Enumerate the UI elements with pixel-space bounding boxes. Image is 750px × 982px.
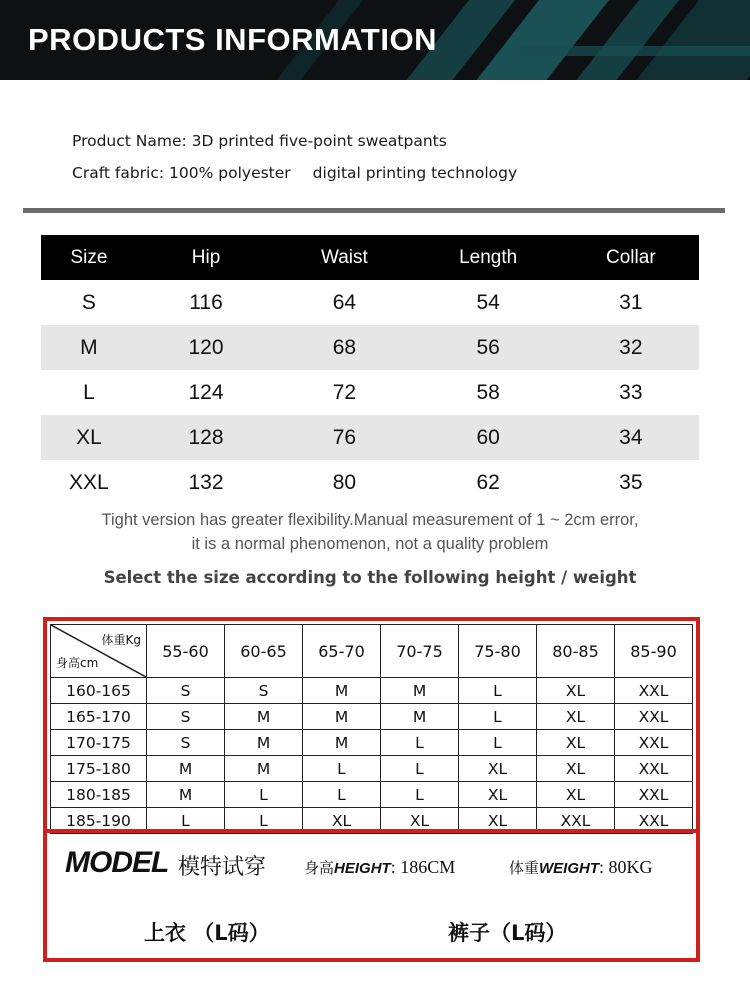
model-title: MODEL (65, 846, 169, 879)
section-divider (23, 208, 725, 213)
corner-cell (51, 625, 147, 678)
height-cell: 185-190 (51, 808, 147, 834)
size-chart-table (41, 235, 699, 505)
banner-title: PRODUCTS INFORMATION (28, 22, 437, 57)
table-cell: L (459, 730, 537, 756)
table-row (51, 678, 693, 704)
size-chart-header: Hip (137, 235, 275, 280)
size-chart-header-row (41, 235, 699, 280)
product-fabric: Craft fabric: 100% polyester (72, 164, 291, 182)
height-label-cn: 身高 (304, 859, 335, 877)
table-cell: M (381, 704, 459, 730)
table-cell: S (147, 704, 225, 730)
height-cell: 160-165 (51, 678, 147, 704)
table-row (41, 280, 699, 325)
table-cell: XL (537, 756, 615, 782)
product-fabric-line (72, 164, 517, 182)
table-cell: 68 (275, 325, 413, 370)
size-chart-header: Collar (563, 235, 699, 280)
height-cell: 175-180 (51, 756, 147, 782)
table-cell: L (83, 380, 95, 404)
size-guide-box (43, 617, 700, 962)
size-chart-header: Waist (275, 235, 413, 280)
table-cell: 76 (275, 415, 413, 460)
table-cell: L (303, 756, 381, 782)
table-cell: XXL (615, 782, 693, 808)
size-guide-title: Select the size according to the following height / weight (103, 568, 637, 587)
table-cell: 58 (476, 380, 500, 404)
table-row (41, 415, 699, 460)
table-cell: L (225, 808, 303, 834)
table-cell: L (381, 782, 459, 808)
table-cell: 120 (137, 325, 275, 370)
table-cell: XXL (615, 730, 693, 756)
table-cell: 54 (476, 290, 500, 314)
table-cell: 64 (332, 290, 357, 314)
weight-header: 55-60 (147, 625, 225, 678)
header-banner (0, 0, 750, 80)
model-height (304, 857, 455, 878)
banner-stripe (520, 46, 750, 56)
table-cell: XL (537, 730, 615, 756)
weight-value: : 80KG (599, 857, 653, 877)
table-cell: M (225, 756, 303, 782)
table-cell: M (303, 730, 381, 756)
table-cell: XL (41, 415, 137, 460)
table-cell: M (303, 704, 381, 730)
table-cell: L (303, 782, 381, 808)
measurement-note: Tight version has greater flexibility.Manual measurement of 1 ~ 2cm error, (101, 511, 639, 529)
height-weight-header-row (51, 625, 693, 678)
table-cell: 124 (188, 380, 224, 404)
table-cell: 116 (189, 290, 223, 314)
table-cell: S (147, 730, 225, 756)
table-row (51, 704, 693, 730)
product-technology: digital printing technology (312, 164, 518, 182)
table-cell: 34 (563, 415, 699, 460)
model-info (47, 833, 696, 958)
table-row (41, 370, 699, 415)
table-cell: M (147, 782, 225, 808)
table-cell: M (41, 325, 137, 370)
table-cell: XL (537, 704, 615, 730)
model-top-size: 上衣 （L码） (144, 921, 270, 945)
table-cell: L (381, 756, 459, 782)
table-cell: 128 (137, 415, 275, 460)
table-cell: 132 (188, 470, 224, 494)
table-cell: 32 (563, 325, 699, 370)
weight-header: 80-85 (537, 625, 615, 678)
table-cell: 33 (619, 380, 643, 404)
table-cell: L (459, 704, 537, 730)
measurement-note: it is a normal phenomenon, not a quality problem (191, 535, 549, 553)
size-chart-header: Size (41, 235, 137, 280)
table-cell: XL (459, 808, 537, 834)
table-cell: L (147, 808, 225, 834)
table-cell: XL (459, 756, 537, 782)
height-label-en: HEIGHT (334, 860, 391, 877)
table-cell: XL (537, 678, 615, 704)
table-cell: M (303, 678, 381, 704)
table-row (41, 325, 699, 370)
table-cell: M (225, 704, 303, 730)
model-bottom-size: 裤子（L码） (448, 921, 567, 945)
weight-header: 85-90 (615, 625, 693, 678)
table-cell: L (459, 678, 537, 704)
weight-header: 60-65 (225, 625, 303, 678)
table-cell: 31 (619, 290, 643, 314)
size-chart-header: Length (414, 235, 563, 280)
table-cell: M (381, 678, 459, 704)
table-cell: 62 (476, 470, 500, 494)
height-cell: 170-175 (51, 730, 147, 756)
weight-label-cn: 体重 (509, 859, 540, 877)
model-title-cn: 模特试穿 (178, 855, 267, 880)
table-cell: XXL (615, 756, 693, 782)
weight-header: 70-75 (381, 625, 459, 678)
table-cell: S (81, 290, 96, 314)
height-cell: 165-170 (51, 704, 147, 730)
table-cell: L (381, 730, 459, 756)
height-cell: 180-185 (51, 782, 147, 808)
table-cell: XXL (615, 704, 693, 730)
weight-label-en: WEIGHT (539, 860, 600, 877)
table-row (51, 730, 693, 756)
table-cell: XL (459, 782, 537, 808)
table-cell: XXL (537, 808, 615, 834)
table-cell: S (225, 678, 303, 704)
table-row (51, 756, 693, 782)
table-cell: L (225, 782, 303, 808)
table-cell: XXL (69, 470, 109, 494)
weight-header: 65-70 (303, 625, 381, 678)
table-cell: M (225, 730, 303, 756)
product-name: Product Name: 3D printed five-point sweatpants (72, 132, 447, 150)
table-row (51, 782, 693, 808)
table-cell: 80 (332, 470, 357, 494)
table-cell: S (147, 678, 225, 704)
table-cell: XL (381, 808, 459, 834)
table-cell: 60 (414, 415, 563, 460)
table-cell: 35 (619, 470, 643, 494)
table-cell: XL (537, 782, 615, 808)
table-cell: M (147, 756, 225, 782)
table-cell: 56 (414, 325, 563, 370)
model-weight (509, 857, 653, 878)
height-value: : 186CM (390, 857, 456, 877)
weight-label: 体重Kg (101, 633, 141, 647)
height-weight-table (50, 624, 693, 834)
table-cell: XXL (615, 678, 693, 704)
weight-header: 75-80 (459, 625, 537, 678)
table-cell: 72 (332, 380, 357, 404)
table-cell: XL (303, 808, 381, 834)
height-label: 身高cm (56, 656, 99, 670)
table-row (41, 460, 699, 505)
table-cell: XXL (615, 808, 693, 834)
